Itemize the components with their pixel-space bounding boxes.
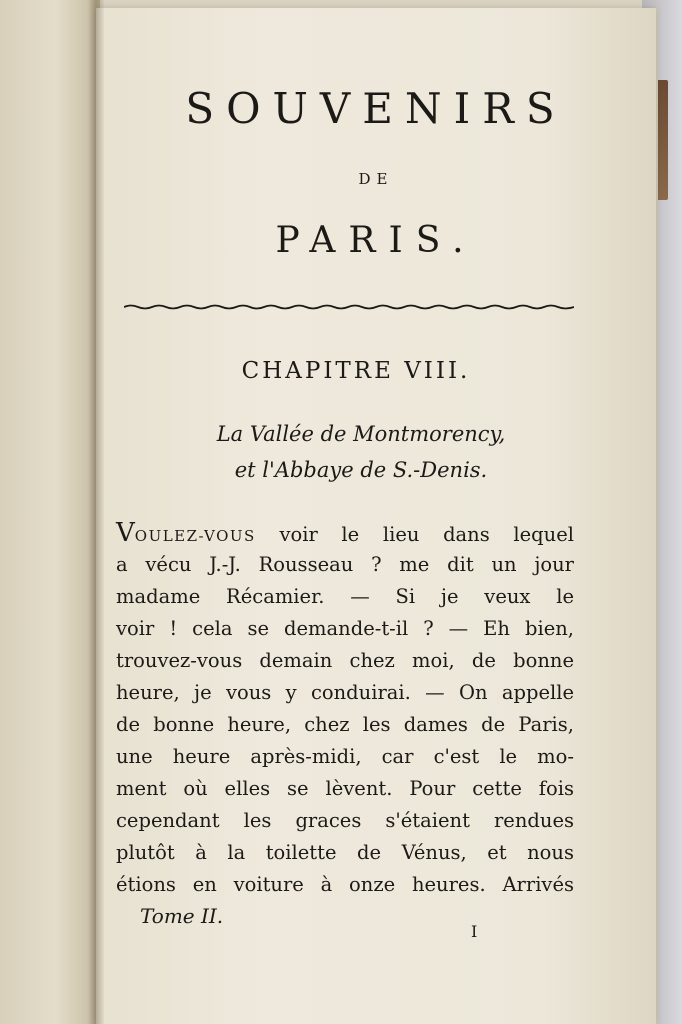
drop-cap: V (116, 518, 135, 548)
book-title-place: PARIS. (275, 220, 477, 261)
body-line: trouvez-vous demain chez moi, de bonne (116, 649, 574, 672)
body-line: de bonne heure, chez les dames de Paris, (116, 713, 574, 736)
left-page (0, 0, 100, 1024)
chapter-heading: CHAPITRE VIII. (241, 358, 471, 384)
chapter-subtitle-line-1: La Vallée de Montmorency, (216, 422, 506, 446)
body-line: a vécu J.-J. Rousseau ? me dit un jour (116, 553, 574, 576)
body-line: ment où elles se lèvent. Pour cette fois (116, 777, 574, 800)
volume-footer: Tome II. (140, 904, 224, 928)
right-page (96, 8, 656, 1024)
body-line: voir ! cela se demande-t-il ? — Eh bien, (116, 617, 574, 640)
body-line: madame Récamier. — Si je veux le (116, 585, 574, 608)
chapter-subtitle-line-2: et l'Abbaye de S.-Denis. (234, 458, 488, 482)
book-title: SOUVENIRS (185, 84, 567, 133)
title-connector: DE (358, 170, 394, 188)
body-line-rest: voir le lieu dans lequel (255, 523, 574, 546)
body-line: plutôt à la toilette de Vénus, et nous (116, 841, 574, 864)
small-caps-word: OULEZ-VOUS (134, 527, 256, 545)
body-text (116, 517, 574, 901)
signature-mark: I (471, 922, 478, 941)
body-line: heure, je vous y conduirai. — On appelle (116, 681, 574, 704)
body-line: une heure après-midi, car c'est le mo- (116, 745, 574, 768)
body-line (116, 517, 574, 549)
book-gutter (88, 0, 104, 1024)
wavy-rule (124, 304, 574, 310)
body-line: cependant les graces s'étaient rendues (116, 809, 574, 832)
body-line: étions en voiture à onze heures. Arrivés (116, 873, 574, 896)
